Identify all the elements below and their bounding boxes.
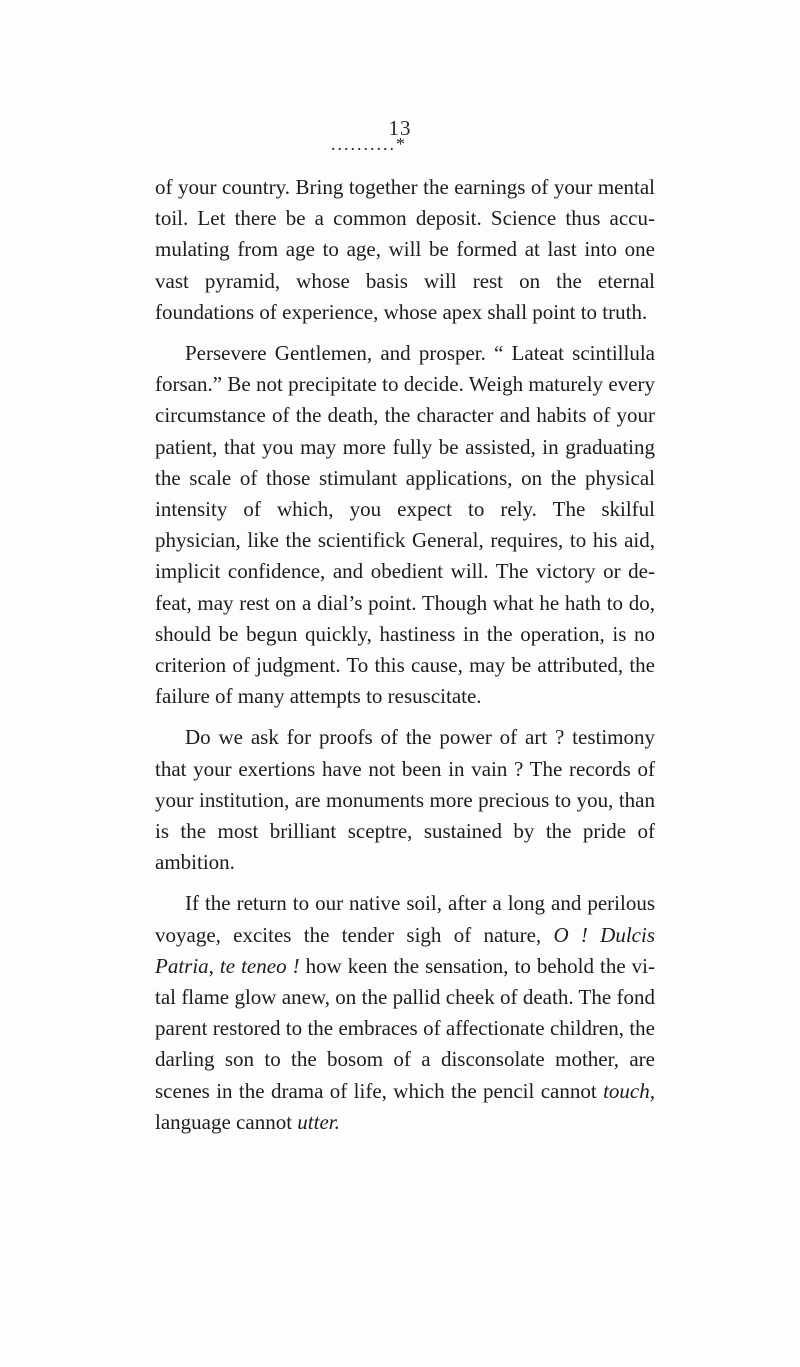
- paragraph-2: Persevere Gentlemen, and prosper. “ Lateat scintillula forsan.” Be not precipitate to decide. Weigh maturely every circumstance of the death, the character and habits of your patient, that you may more fully be assisted, in graduating the scale of those stimulant applications, on the physical intensity of which, you expect to rely. The skilful physician, like the scientifick General, requires, to his aid, implicit confidence, and obedient will. The victory or defeat, may rest on a dial’s point. Though what he hath to do, should be begun quickly, hastiness in the operation, is no criterion of judgment. To this cause, may be attributed, the failure of many attempts to resuscitate.: [155, 341, 655, 709]
- paragraph-1: of your country. Bring together the earnings of your mental toil. Let there be a common deposit. Science thus accumulating from age to age, will be formed at last into one vast pyramid, whose basis will rest on the eternal foundations of experience, whose apex shall point to truth.: [155, 175, 655, 324]
- paragraph-4-part-2: how keen the sensation, to behold the vital flame glow anew, on the pallid cheek of death. The fond parent restored to the embraces of affectionate children, the darling son to the bosom of a disconsolate mother, are scenes in the drama of life, which the pencil cannot: [155, 953, 656, 1103]
- paragraph-4-part-1: If the return to our native soil, after a long and perilous voyage, excites the tender sigh of nature,: [155, 891, 655, 947]
- page-number: 13: [388, 116, 412, 140]
- paragraph-3: Do we ask for proofs of the power of art ? testimony that your exertions have not been in vain ? The records of your institution, are monuments more precious to you, than is the most brilliant sceptre, sustained by the pride of ambition.: [155, 725, 655, 875]
- italic-utter: utter.: [297, 1109, 340, 1134]
- body-text: [155, 172, 655, 1148]
- italic-touch: touch,: [603, 1078, 655, 1103]
- paragraph-4-part-3: language cannot: [155, 1109, 293, 1134]
- paragraph-4: [155, 888, 655, 1138]
- latin-quote: O ! Dulcis Patria, te teneo !: [155, 922, 656, 978]
- printer-rule: ..........*: [331, 134, 407, 154]
